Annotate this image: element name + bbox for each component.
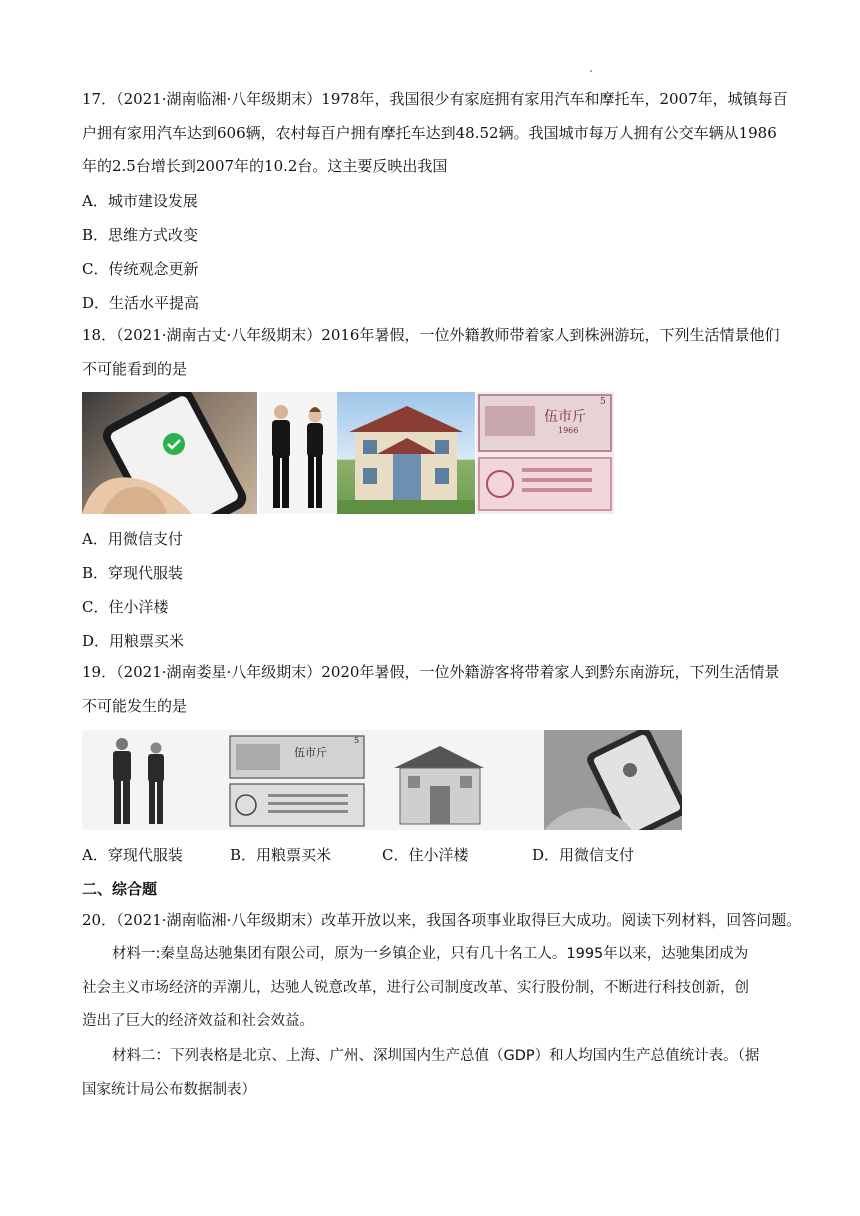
q19-line-1: 19．（2021·湖南娄星·八年级期末）2020年暑假，一位外籍游客将带着家人到黔东南游玩，下列生活情景 <box>82 663 780 681</box>
villa-house-image <box>337 392 475 514</box>
question-18-stem <box>82 319 782 386</box>
section-title: 二、综合题 <box>82 880 158 898</box>
q17-option-d: D．生活水平提高 <box>82 294 200 312</box>
q19-coupon-number: 5 <box>354 736 360 745</box>
coupon-amount: 伍市斤 <box>544 409 586 425</box>
question-20-stem <box>82 904 802 938</box>
q18-option-c: C．住小洋楼 <box>82 598 169 616</box>
question-17-stem <box>82 83 788 184</box>
q19-option-b: B．用粮票买米 <box>230 846 332 864</box>
material1-line-3: 造出了巨大的经济效益和社会效益。 <box>82 1013 314 1029</box>
q18-line-1: 18．（2021·湖南古丈·八年级期末）2016年暑假，一位外籍教师带着家人到株洲游玩，下列生活情景他们 <box>82 326 780 344</box>
q19-coupon-amount: 伍市斤 <box>294 746 327 759</box>
question-19-stem <box>82 656 782 723</box>
coupon-year: 1966 <box>558 426 579 435</box>
q17-option-b: B．思维方式改变 <box>82 226 199 244</box>
material2-line-1: 材料二：下列表格是北京、上海、广州、深圳国内生产总值（GDP）和人均国内生产总值统计表。（据 <box>112 1048 760 1064</box>
q19-option-c: C．住小洋楼 <box>382 846 469 864</box>
material-1 <box>82 938 782 1039</box>
q17-option-a: A．城市建设发展 <box>82 192 198 210</box>
phone-payment-image <box>82 392 257 514</box>
material1-line-1: 材料一:秦皇岛达驰集团有限公司，原为一乡镇企业，只有几十名工人。1995年以来，达驰集团成为 <box>112 946 749 962</box>
q19-line-2: 不可能发生的是 <box>82 696 188 715</box>
q19-option-d: D．用微信支付 <box>532 846 635 864</box>
q17-line-1: 17．（2021·湖南临湘·八年级期末）1978年，我国很少有家庭拥有家用汽车和摩托车，2007年，城镇每百 <box>82 90 788 108</box>
q19-images-strip <box>82 730 682 830</box>
material-2 <box>82 1040 782 1107</box>
material1-line-2: 社会主义市场经济的弄潮儿，达驰人锐意改革，进行公司制度改革、实行股份制，不断进行科技创新，创 <box>82 979 749 996</box>
q20-line: 20．（2021·湖南临湘·八年级期末）改革开放以来，我国各项事业取得巨大成功。阅读下列材料，回答问题。 <box>82 911 802 929</box>
material2-line-2: 国家统计局公布数据制表） <box>82 1081 256 1098</box>
q17-line-3: 年的2.5台增长到2007年的10.2台。这主要反映出我国 <box>82 157 448 175</box>
q18-line-2: 不可能看到的是 <box>82 359 188 378</box>
q17-option-c: C．传统观念更新 <box>82 260 199 278</box>
grain-coupon-image <box>476 392 614 514</box>
q19-option-a: A．穿现代服装 <box>82 846 183 864</box>
modern-clothing-image <box>259 392 337 514</box>
coupon-number: 5 <box>600 397 606 407</box>
q17-line-2: 户拥有家用汽车达到606辆，农村每百户拥有摩托车达到48.52辆。我国城市每万人拥有公交车辆从1986 <box>82 123 777 142</box>
q18-option-d: D．用粮票买米 <box>82 632 185 650</box>
q18-option-b: B．穿现代服装 <box>82 564 184 582</box>
q18-option-a: A．用微信支付 <box>82 530 183 548</box>
page-dot <box>590 70 592 72</box>
